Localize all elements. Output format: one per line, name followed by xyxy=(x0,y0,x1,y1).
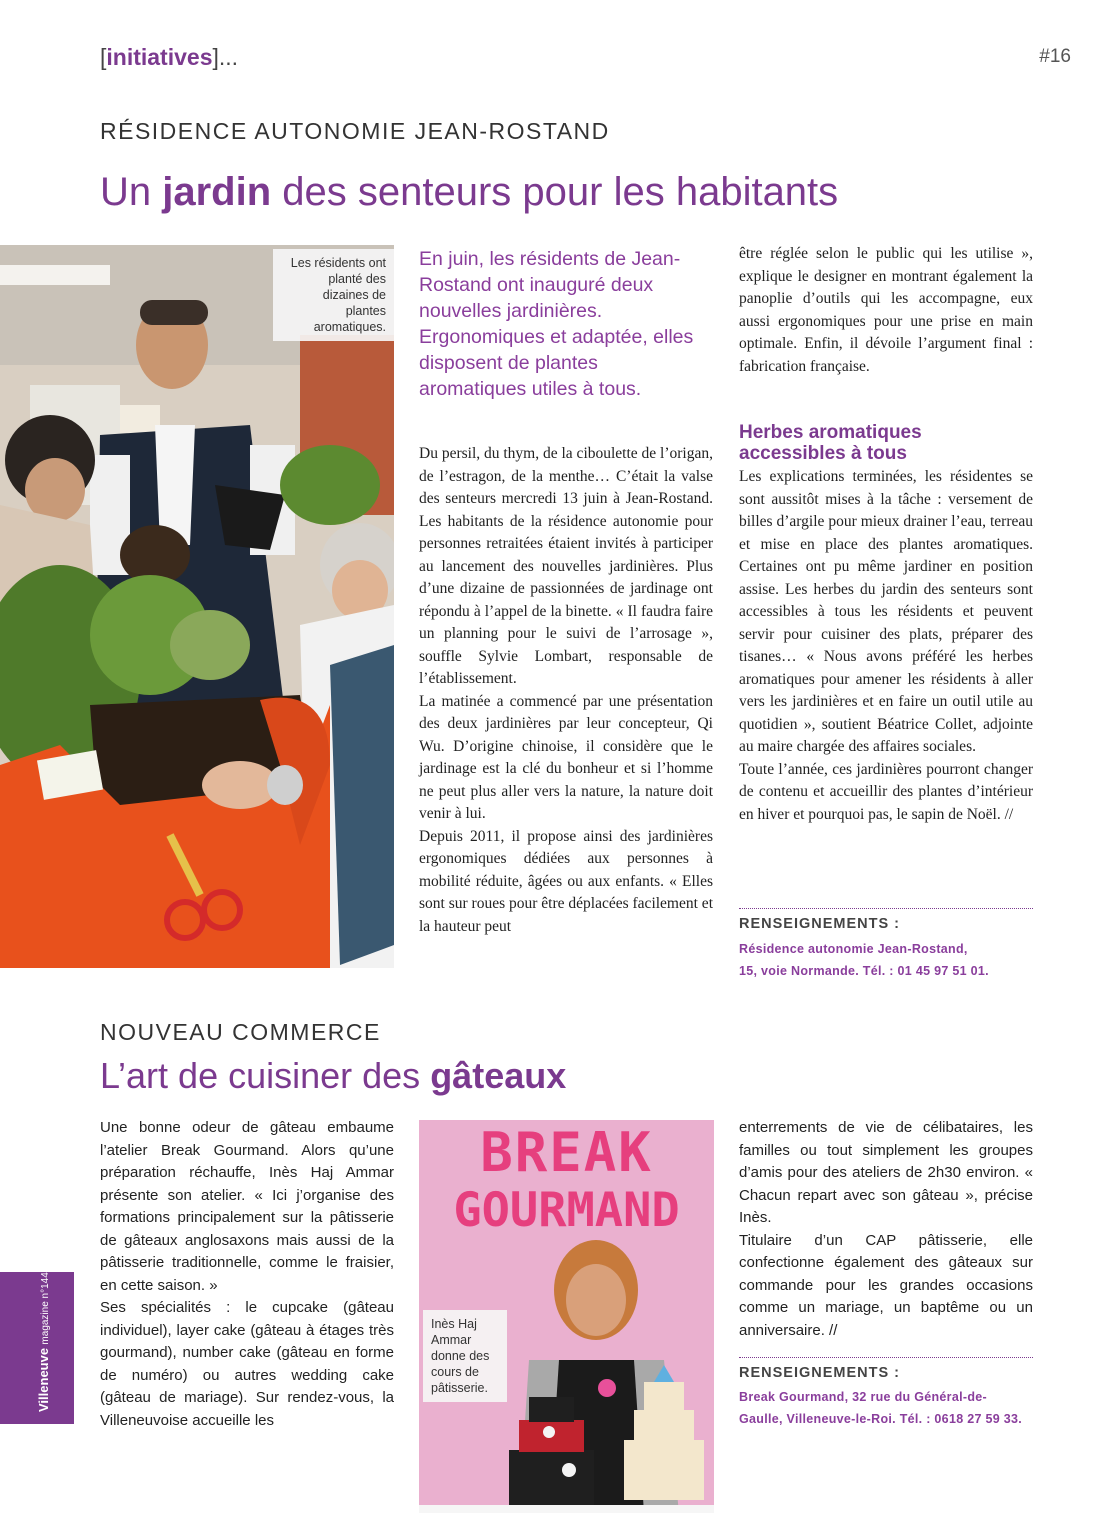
article2-column3 xyxy=(739,1117,1033,1342)
article2-column1 xyxy=(100,1117,394,1432)
shop-sign: BREAK GOURMAND xyxy=(453,1121,680,1238)
magazine-issue: magazine n°144 xyxy=(40,1272,51,1345)
info-divider xyxy=(739,1357,1033,1358)
info-details: Résidence autonomie Jean-Rostand, 15, voie Normande. Tél. : 01 45 97 51 01. xyxy=(739,942,989,978)
garden-photo-caption: Les résidents ont planté des dizaines de plantes aromatiques. xyxy=(273,249,394,341)
article1-paragraph: être réglée selon le public qui les utilise », explique le designer en montrant également la panoplie d’outils qui les accompagne, eux aussi ergonomiques pour une prise en main optimale. Enfin, il dévoile l’argument final : fabrication française. xyxy=(739,245,1033,375)
article2-paragraph: enterrements de vie de célibataires, les familles ou tout simplement les groupes d’amis pour des ateliers de 2h30 environ. « Chacun repart avec son gâteau », précise Inès. xyxy=(739,1119,1033,1226)
magazine-brand: Villeneuve xyxy=(36,1347,51,1412)
article1-paragraph: Les explications terminées, les résidentes se sont aussitôt mises à la tâche : versement de billes d’argile pour mieux drainer l’eau, terreau et mise en place des plantes aromatiques. Certaines ont pu même jardiner en position assise. Les herbes du jardin des senteurs sont accessibles à tous les résidents et peuvent servir pour cuisiner des plats, préparer des tisanes… « Nous avons préféré les herbes aromatiques pour amener les résidents à aller vers les jardinières et en faire un outil utile au quotidien », soutient Béatrice Collet, adjointe au maire chargée des affaires sociales. xyxy=(739,468,1033,755)
article1-subhead: Herbes aromatiques accessibles à tous xyxy=(739,422,922,464)
article2-kicker: NOUVEAU COMMERCE xyxy=(100,1019,381,1045)
article1-paragraph: Toute l’année, ces jardinières pourront changer de contenu et accueillir des plantes d’intérieur en hiver et pourquoi pas, le sapin de Noël. // xyxy=(739,760,1033,823)
page-number: #16 xyxy=(1039,46,1071,67)
section-name: initiatives xyxy=(106,44,213,70)
info-details: Break Gourmand, 32 rue du Général-de- Gaulle, Villeneuve-le-Roi. Tél. : 0618 27 59 33. xyxy=(739,1390,1023,1426)
article2-paragraph: Titulaire d’un CAP pâtisserie, elle confectionne également des gâteaux sur commande pour les grandes occasions comme un mariage, un baptême ou un anniversaire. // xyxy=(739,1231,1033,1339)
article1-paragraph: Depuis 2011, il propose ainsi des jardinières ergonomiques dédiées aux personnes à mobilité réduite, âgées ou aux enfants. « Elles sont sur roues pour être déplacées facilement et la hauteur peut xyxy=(419,827,713,935)
article1-kicker: RÉSIDENCE AUTONOMIE JEAN-ROSTAND xyxy=(100,118,610,144)
article1-lede: En juin, les résidents de Jean-Rostand ont inauguré deux nouvelles jardinières. Ergonomiques et adaptée, elles disposent de plantes aromatiques utiles à tous. xyxy=(419,248,694,400)
bakery-photo-caption: Inès Haj Ammar donne des cours de pâtisserie. xyxy=(423,1310,507,1402)
article1-paragraph: Du persil, du thym, de la ciboulette de l’origan, de l’estragon, de la menthe… C’était la valse des senteurs mercredi 13 juin à Jean-Rostand. Les habitants de la résidence autonomie pour personnes retraitées étaient invités à participer au lancement des nouvelles jardinières. Plus d’une dizaine de passionnées de jardinage ont répondu à l’appel de la binette. « Il faudra faire un planning pour le suivi de l’arrosage », souffle Sylvie Lombart, responsable de l’établissement. xyxy=(419,445,713,687)
bakery-photo xyxy=(419,1120,714,1513)
article1-column2-bottom xyxy=(739,466,1033,826)
article2-paragraph: Une bonne odeur de gâteau embaume l’atelier Break Gourmand. Alors qu’une préparation réchauffe, Inès Haj Ammar présente son atelier. « Ici j’organise des formations principalement sur la pâtisserie de gâteaux anglosaxons mais aussi de la pâtisserie traditionnelle, comme le fraisier, en cette saison. » xyxy=(100,1119,394,1294)
info-title: RENSEIGNEMENTS : xyxy=(739,916,901,932)
garden-photo-image xyxy=(0,245,394,968)
article2-paragraph: Ses spécialités : le cupcake (gâteau individuel), layer cake (gâteau à étages très gourmand), number cake (gâteau en forme de numéro) ou autres wedding cake (gâteau de mariage). Sur rendez-vous, la Villeneuvoise accueille les xyxy=(100,1299,394,1429)
article1-paragraph: La matinée a commencé par une présentation des deux jardinières par leur concepteur, Qi Wu. D’origine chinoise, il considère que le jardinage est la clé du bonheur et si l’homme ne peut plus aller vers la nature, la nature doit venir à lui. xyxy=(419,692,713,822)
article1-column2-top xyxy=(739,243,1033,378)
section-tag: [initiatives]... xyxy=(100,44,239,70)
garden-photo xyxy=(0,245,394,968)
info-divider xyxy=(739,908,1033,909)
magazine-side-tab xyxy=(0,1272,74,1424)
article2-title: L’art de cuisiner des gâteaux xyxy=(100,1055,567,1096)
info-title: RENSEIGNEMENTS : xyxy=(739,1365,901,1381)
article1-column1 xyxy=(419,443,713,938)
article1-title: Un jardin des senteurs pour les habitants xyxy=(100,170,839,214)
